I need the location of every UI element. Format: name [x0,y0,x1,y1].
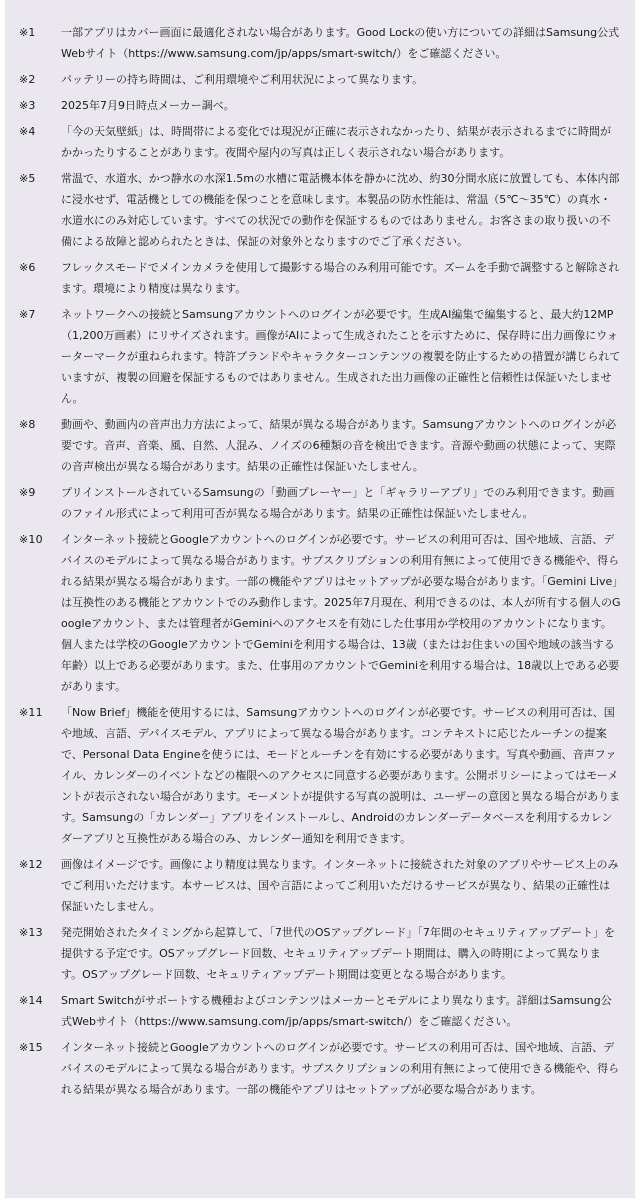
footnote-mark: ※3 [19,99,36,112]
footnote-mark: ※7 [19,308,36,321]
footnote-6 [19,257,621,299]
footnote-mark: ※1 [19,26,36,39]
footnote-text: 発売開始されたタイミングから起算して、「7世代のOSアップグレード」「7年間のセキュリティアップデート」を提供する予定です。OSアップグレード回数、セキュリティアップデート期間は、購入の時期によって異なります。OSアップグレード回数、セキュリティアップデート期間は変更となる場合があります。 [61,926,616,981]
footnote-mark: ※15 [19,1041,43,1054]
footnote-mark: ※5 [19,172,36,185]
footnote-text: インターネット接続とGoogleアカウントへのログインが必要です。サービスの利用可否は、国や地域、言語、デバイスのモデルによって異なる場合があります。サブスクリプションの利用有無によって使用できる機能や、得られる結果が異なる場合があります。一部の機能やアプリはセットアップが必要な場合があります。「Gemini Live」は互換性のある機能とアカウントでのみ動作します。2025年7月現在、利用できるのは、本人が所有する個人のGoogleアカウント、または管理者がGeminiへのアクセスを有効にした仕事用か学校用のアカウントになります。個人または学校のGoogleアカウントでGeminiを利用する場合は、13歳（またはお住まいの国や地域の該当する年齢）以上である必要があります。また、仕事用のアカウントでGeminiを利用する場合は、18歳以上である必要があります。 [61,533,621,693]
footnote-mark: ※12 [19,858,43,871]
footnote-mark: ※8 [19,418,36,431]
footnote-7 [19,304,621,409]
footnote-text: Smart Switchがサポートする機種およびコンテンツはメーカーとモデルにより異なります。詳細はSamsung公式Webサイト（https://www.samsung.com/jp/apps/smart-switch/）をご確認ください。 [61,994,612,1028]
footnote-9 [19,482,621,524]
footnote-mark: ※6 [19,261,36,274]
footnote-text: バッテリーの持ち時間は、ご利用環境やご利用状況によって異なります。 [61,73,424,86]
footnote-8 [19,414,621,477]
footnote-13 [19,922,621,985]
footnote-4 [19,121,621,163]
footnote-14 [19,990,621,1032]
footnote-mark: ※10 [19,533,43,546]
footnote-mark: ※2 [19,73,36,86]
footnote-text: プリインストールされているSamsungの「動画プレーヤー」と「ギャラリーアプリ」でのみ利用できます。動画のファイル形式によって利用可否が異なる場合があります。結果の正確性は保証いたしません。 [61,486,615,520]
footnote-text: 常温で、水道水、かつ静水の水深1.5mの水槽に電話機本体を静かに沈め、約30分間水底に放置しても、本体内部に浸水せず、電話機としての機能を保つことを意味します。本製品の防水性能は、常温（5℃～35℃）の真水・水道水にのみ対応しています。すべての状況での動作を保証するものではありません。お客さまの取り扱いの不備による故障と認められたときは、保証の対象外となりますのでご了承ください。 [61,172,620,248]
footnote-mark: ※9 [19,486,36,499]
footnote-1 [19,22,621,64]
footnote-text: インターネット接続とGoogleアカウントへのログインが必要です。サービスの利用可否は、国や地域、言語、デバイスのモデルによって異なる場合があります。サブスクリプションの利用有無によって使用できる機能や、得られる結果が異なる場合があります。一部の機能やアプリはセットアップが必要な場合があります。 [61,1041,620,1096]
footnote-text: 動画や、動画内の音声出力方法によって、結果が異なる場合があります。Samsungアカウントへのログインが必要です。音声、音楽、風、自然、人混み、ノイズの6種類の音を検出できます。音源や動画の状態によって、実際の音声検出が異なる場合があります。結果の正確性は保証いたしません。 [61,418,617,473]
footnote-mark: ※13 [19,926,43,939]
footnote-mark: ※11 [19,706,43,719]
footnote-11 [19,702,621,849]
footnote-15 [19,1037,621,1100]
footnote-text: ネットワークへの接続とSamsungアカウントへのログインが必要です。生成AI編集で編集すると、最大約12MP（1,200万画素）にリサイズされます。画像がAIによって生成されたことを示すために、保存時に出力画像にウォーターマークが重ねられます。特許ブランドやキャラクターコンテンツの複製を防止するための措置が講じられていますが、複製の回避を保証するものではありません。生成された出力画像の正確性と信頼性は保証いたしません。 [61,308,621,405]
footnote-3 [19,95,621,116]
footnote-text: 一部アプリはカバー画面に最適化されない場合があります。Good Lockの使い方についての詳細はSamsung公式Webサイト（https://www.samsung.com/jp/apps/smart-switch/）をご確認ください。 [61,26,620,60]
footnotes-panel [5,0,635,1198]
footnote-text: 「今の天気壁紙」は、時間帯による変化では現況が正確に表示されなかったり、結果が表示されるまでに時間がかかったりすることがあります。夜間や屋内の写真は正しく表示されない場合があります。 [61,125,611,159]
footnote-mark: ※4 [19,125,36,138]
footnote-text: フレックスモードでメインカメラを使用して撮影する場合のみ利用可能です。ズームを手動で調整すると解除されます。環境により精度は異なります。 [61,261,620,295]
footnote-mark: ※14 [19,994,43,1007]
footnote-text: 画像はイメージです。画像により精度は異なります。インターネットに接続された対象のアプリやサービス上のみでご利用いただけます。本サービスは、国や言語によってご利用いただけるサービスが異なり、結果の正確性は保証いたしません。 [61,858,619,913]
footnote-text: 2025年7月9日時点メーカー調べ。 [61,99,235,112]
footnote-12 [19,854,621,917]
footnote-text: 「Now Brief」機能を使用するには、Samsungアカウントへのログインが必要です。サービスの利用可否は、国や地域、言語、デバイスモデル、アプリによって異なる場合があります。コンテキストに応じたルーチンの提案で、Personal Data Engineを使うには、モードとルーチンを有効にする必要があります。写真や動画、音声ファイル、カレンダーのイベントなどの権限へのアクセスに同意する必要があります。公開ポリシーによってはモーメントが表示されない場合があります。モーメントが提供する写真の説明は、ユーザーの意図と異なる場合があります。Samsungの「カレンダー」アプリをインストールし、Androidのカレンダーデータベースを利用するカレンダーアプリと互換性がある場合のみ、カレンダー通知を利用できます。 [61,706,621,845]
footnote-5 [19,168,621,252]
footnote-10 [19,529,621,697]
footnote-2 [19,69,621,90]
